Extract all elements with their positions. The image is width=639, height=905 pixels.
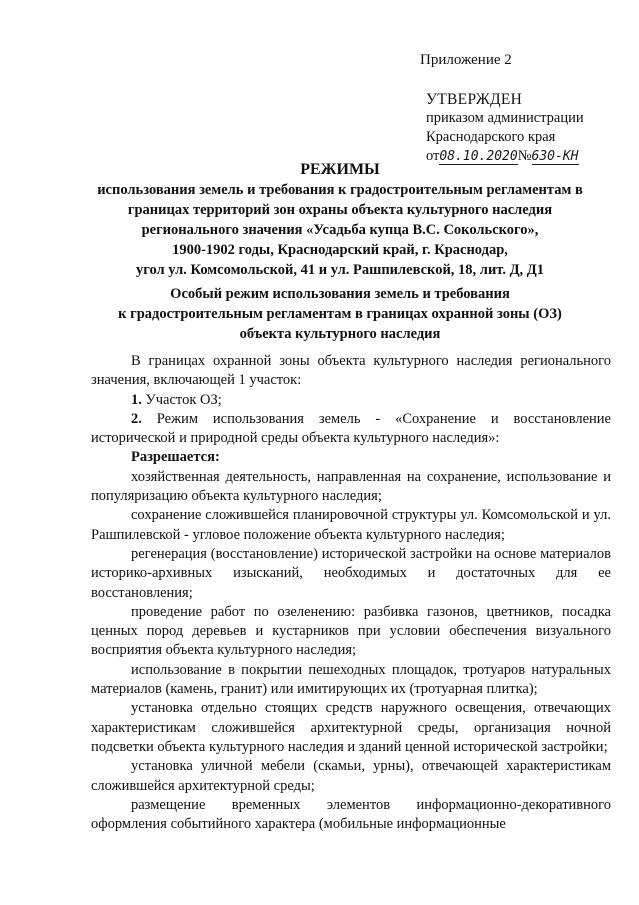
handwritten-number: 630-КН <box>531 149 579 164</box>
allowed-item-4: проведение работ по озеленению: разбивка газонов, цветников, посадка ценных пород деревьев и кустарников при условии обеспечения визуального восприятия объекта культурного наследия; <box>91 603 611 659</box>
item-1-number: 1. <box>131 391 142 408</box>
section-line2: к градостроительным регламентам в границах охранной зоны (ОЗ) <box>118 306 562 322</box>
body-text <box>91 352 611 834</box>
approved-heading: УТВЕРЖДЕН <box>426 91 523 108</box>
appendix-label: Приложение 2 <box>420 52 512 68</box>
allowed-item-3: регенерация (восстановление) исторической застройки на основе материалов историко-архивных изысканий, необходимых и достаточных для ее восстановления; <box>91 545 611 601</box>
section-title <box>90 284 590 344</box>
allowed-item-7: установка уличной мебели (скамьи, урны), отвечающей характеристикам сложившейся архитектурной среды; <box>91 758 611 794</box>
allowed-item-5: использование в покрытии пешеходных площадок, тротуаров натуральных материалов (камень, гранит) или имитирующих их (тротуарная плитка); <box>91 661 611 698</box>
allowed-item-8: размещение временных элементов информационно-декоративного оформления событийного характера (мобильные информационные <box>91 796 611 833</box>
title-line3: регионального значения «Усадьба купца В.С. Сокольского», <box>141 222 539 238</box>
allowed-heading: Разрешается: <box>131 449 220 466</box>
document-title <box>80 160 600 280</box>
title-main: РЕЖИМЫ <box>300 161 380 178</box>
number-prefix: № <box>517 148 532 164</box>
section-line3: объекта культурного наследия <box>239 326 441 342</box>
title-line5: угол ул. Комсомольской, 41 и ул. Рашпилевской, 18, лит. Д, Д1 <box>135 262 545 278</box>
approved-line1: приказом администрации <box>426 110 584 126</box>
section-line1: Особый режим использования земель и требования <box>170 286 510 302</box>
item-2-number: 2. <box>131 410 142 427</box>
allowed-item-6: установка отдельно стоящих средств наружного освещения, отвечающих характеристикам сложившейся архитектурной среды, организация ночной подсветки объекта культурного наследия и зданий ценной исторической застройки; <box>91 700 611 755</box>
title-line2: границах территорий зон охраны объекта культурного наследия <box>127 202 553 218</box>
date-prefix: от <box>426 148 440 164</box>
item-1-text: Участок ОЗ; <box>145 391 222 408</box>
intro-paragraph: В границах охранной зоны объекта культурного наследия регионального значения, включающей 1 участок: <box>91 353 611 389</box>
item-2-text: Режим использования земель - «Сохранение и восстановление исторической и природной среды объекта культурного наследия»: <box>91 410 611 447</box>
handwritten-date: 08.10.2020 <box>439 149 518 164</box>
allowed-item-1: хозяйственная деятельность, направленная на сохранение, использование и популяризацию объекта культурного наследия; <box>91 468 611 505</box>
title-line4: 1900-1902 годы, Краснодарский край, г. Краснодар, <box>172 242 508 258</box>
item-1 <box>91 391 611 410</box>
approved-line2: Краснодарского края <box>426 129 556 145</box>
title-line1: использования земель и требования к градостроительным регламентам в <box>97 182 583 198</box>
allowed-item-2: сохранение сложившейся планировочной структуры ул. Комсомольской и ул. Рашпилевской - угловое положение объекта культурного наследия; <box>91 507 611 543</box>
item-2 <box>91 410 611 449</box>
approval-block <box>426 90 584 166</box>
